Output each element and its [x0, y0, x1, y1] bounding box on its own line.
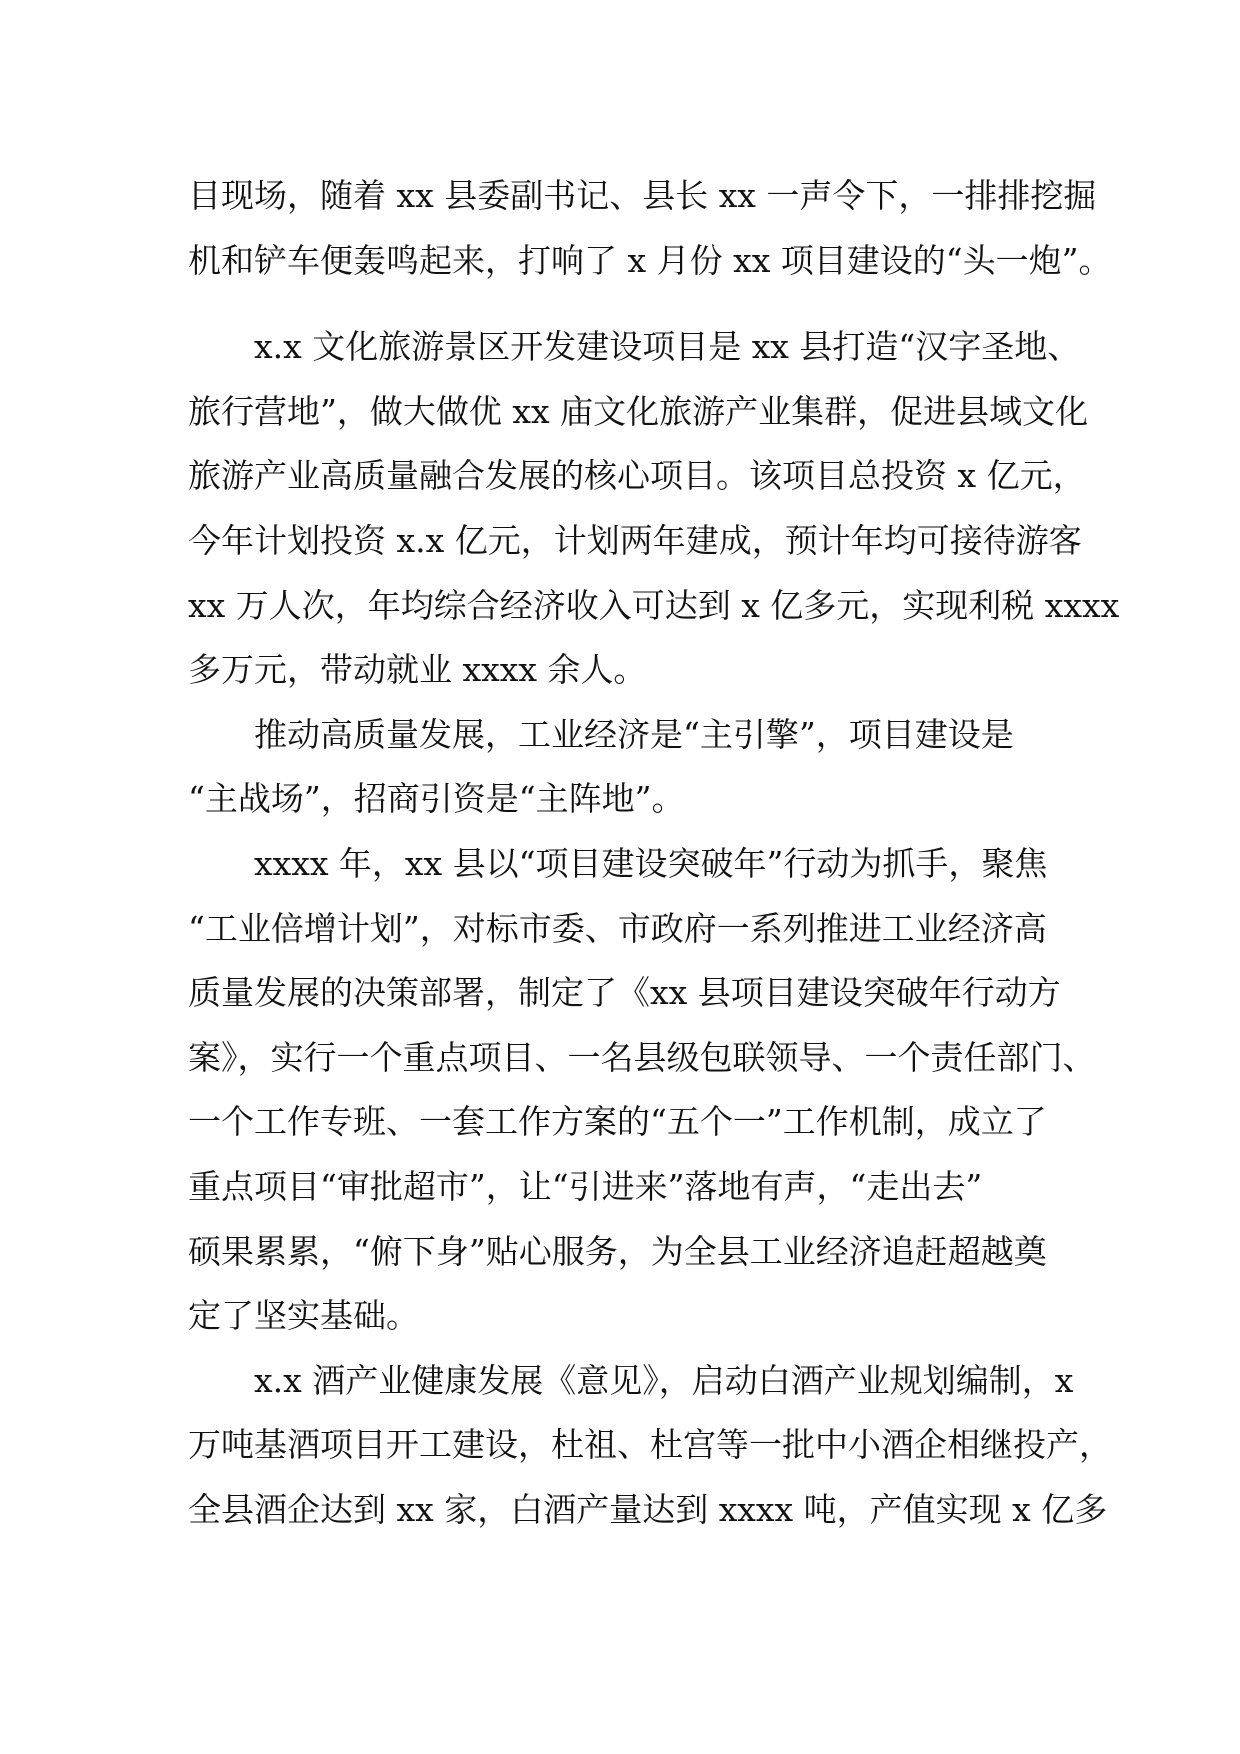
text-line: 一个工作专班、一套工作方案的“五个一”工作机制，成立了 [188, 1102, 1047, 1142]
text-line: 全县酒企达到 xx 家，白酒产量达到 xxxx 吨，产值实现 x 亿多 [188, 1489, 1108, 1529]
text-line: 定了坚实基础。 [188, 1296, 419, 1336]
paragraph-5 [188, 1349, 1112, 1543]
text-line: 今年计划投资 x.x 亿元，计划两年建成，预计年均可接待游客 [188, 520, 1082, 560]
text-line: 机和铲车便轰鸣起来，打响了 x 月份 xx 项目建设的“头一炮”。 [188, 240, 1112, 280]
text-line: xxxx 年，xx 县以“项目建设突破年”行动为抓手，聚焦 [254, 843, 1048, 883]
paragraph-2 [188, 315, 1120, 703]
text-line: 旅行营地”，做大做优 xx 庙文化旅游产业集群，促进县域文化 [188, 391, 1089, 431]
paragraph-4 [188, 832, 1096, 1349]
text-line: 质量发展的决策部署，制定了《xx 县项目建设突破年行动方 [188, 973, 1061, 1013]
text-line: 案》，实行一个重点项目、一名县级包联领导、一个责任部门、 [188, 1037, 1096, 1077]
document-body [188, 164, 1120, 1542]
text-line: 多万元，带动就业 xxxx 余人。 [188, 650, 647, 690]
text-line: 目现场，随着 xx 县委副书记、县长 xx 一声令下，一排排挖掘 [188, 176, 1097, 215]
text-line: x.x 酒产业健康发展《意见》，启动白酒产业规划编制，x [254, 1360, 1074, 1400]
text-line: 重点项目“审批超市”，让“引进来”落地有声，“走出去” [188, 1166, 983, 1206]
text-line: 万吨基酒项目开工建设，杜祖、杜宫等一批中小酒企相继投产， [188, 1425, 1112, 1465]
text-line: 推动高质量发展，工业经济是“主引擎”，项目建设是 [254, 714, 1014, 754]
text-line: x.x 文化旅游景区开发建设项目是 xx 县打造“汉字圣地、 [254, 327, 1081, 367]
text-line: “主战场”，招商引资是“主阵地”。 [188, 779, 685, 819]
text-line: xx 万人次，年均综合经济收入可达到 x 亿多元，实现利税 xxxx [188, 585, 1120, 625]
paragraph-1 [188, 164, 1112, 293]
text-line: 硕果累累，“俯下身”贴心服务，为全县工业经济追赶超越奠 [188, 1231, 1047, 1271]
text-line: 旅游产业高质量融合发展的核心项目。该项目总投资 x 亿元， [188, 456, 1086, 496]
paragraph-3 [188, 703, 1068, 832]
text-line: “工业倍增计划”，对标市委、市政府一系列推进工业经济高 [188, 908, 1047, 948]
